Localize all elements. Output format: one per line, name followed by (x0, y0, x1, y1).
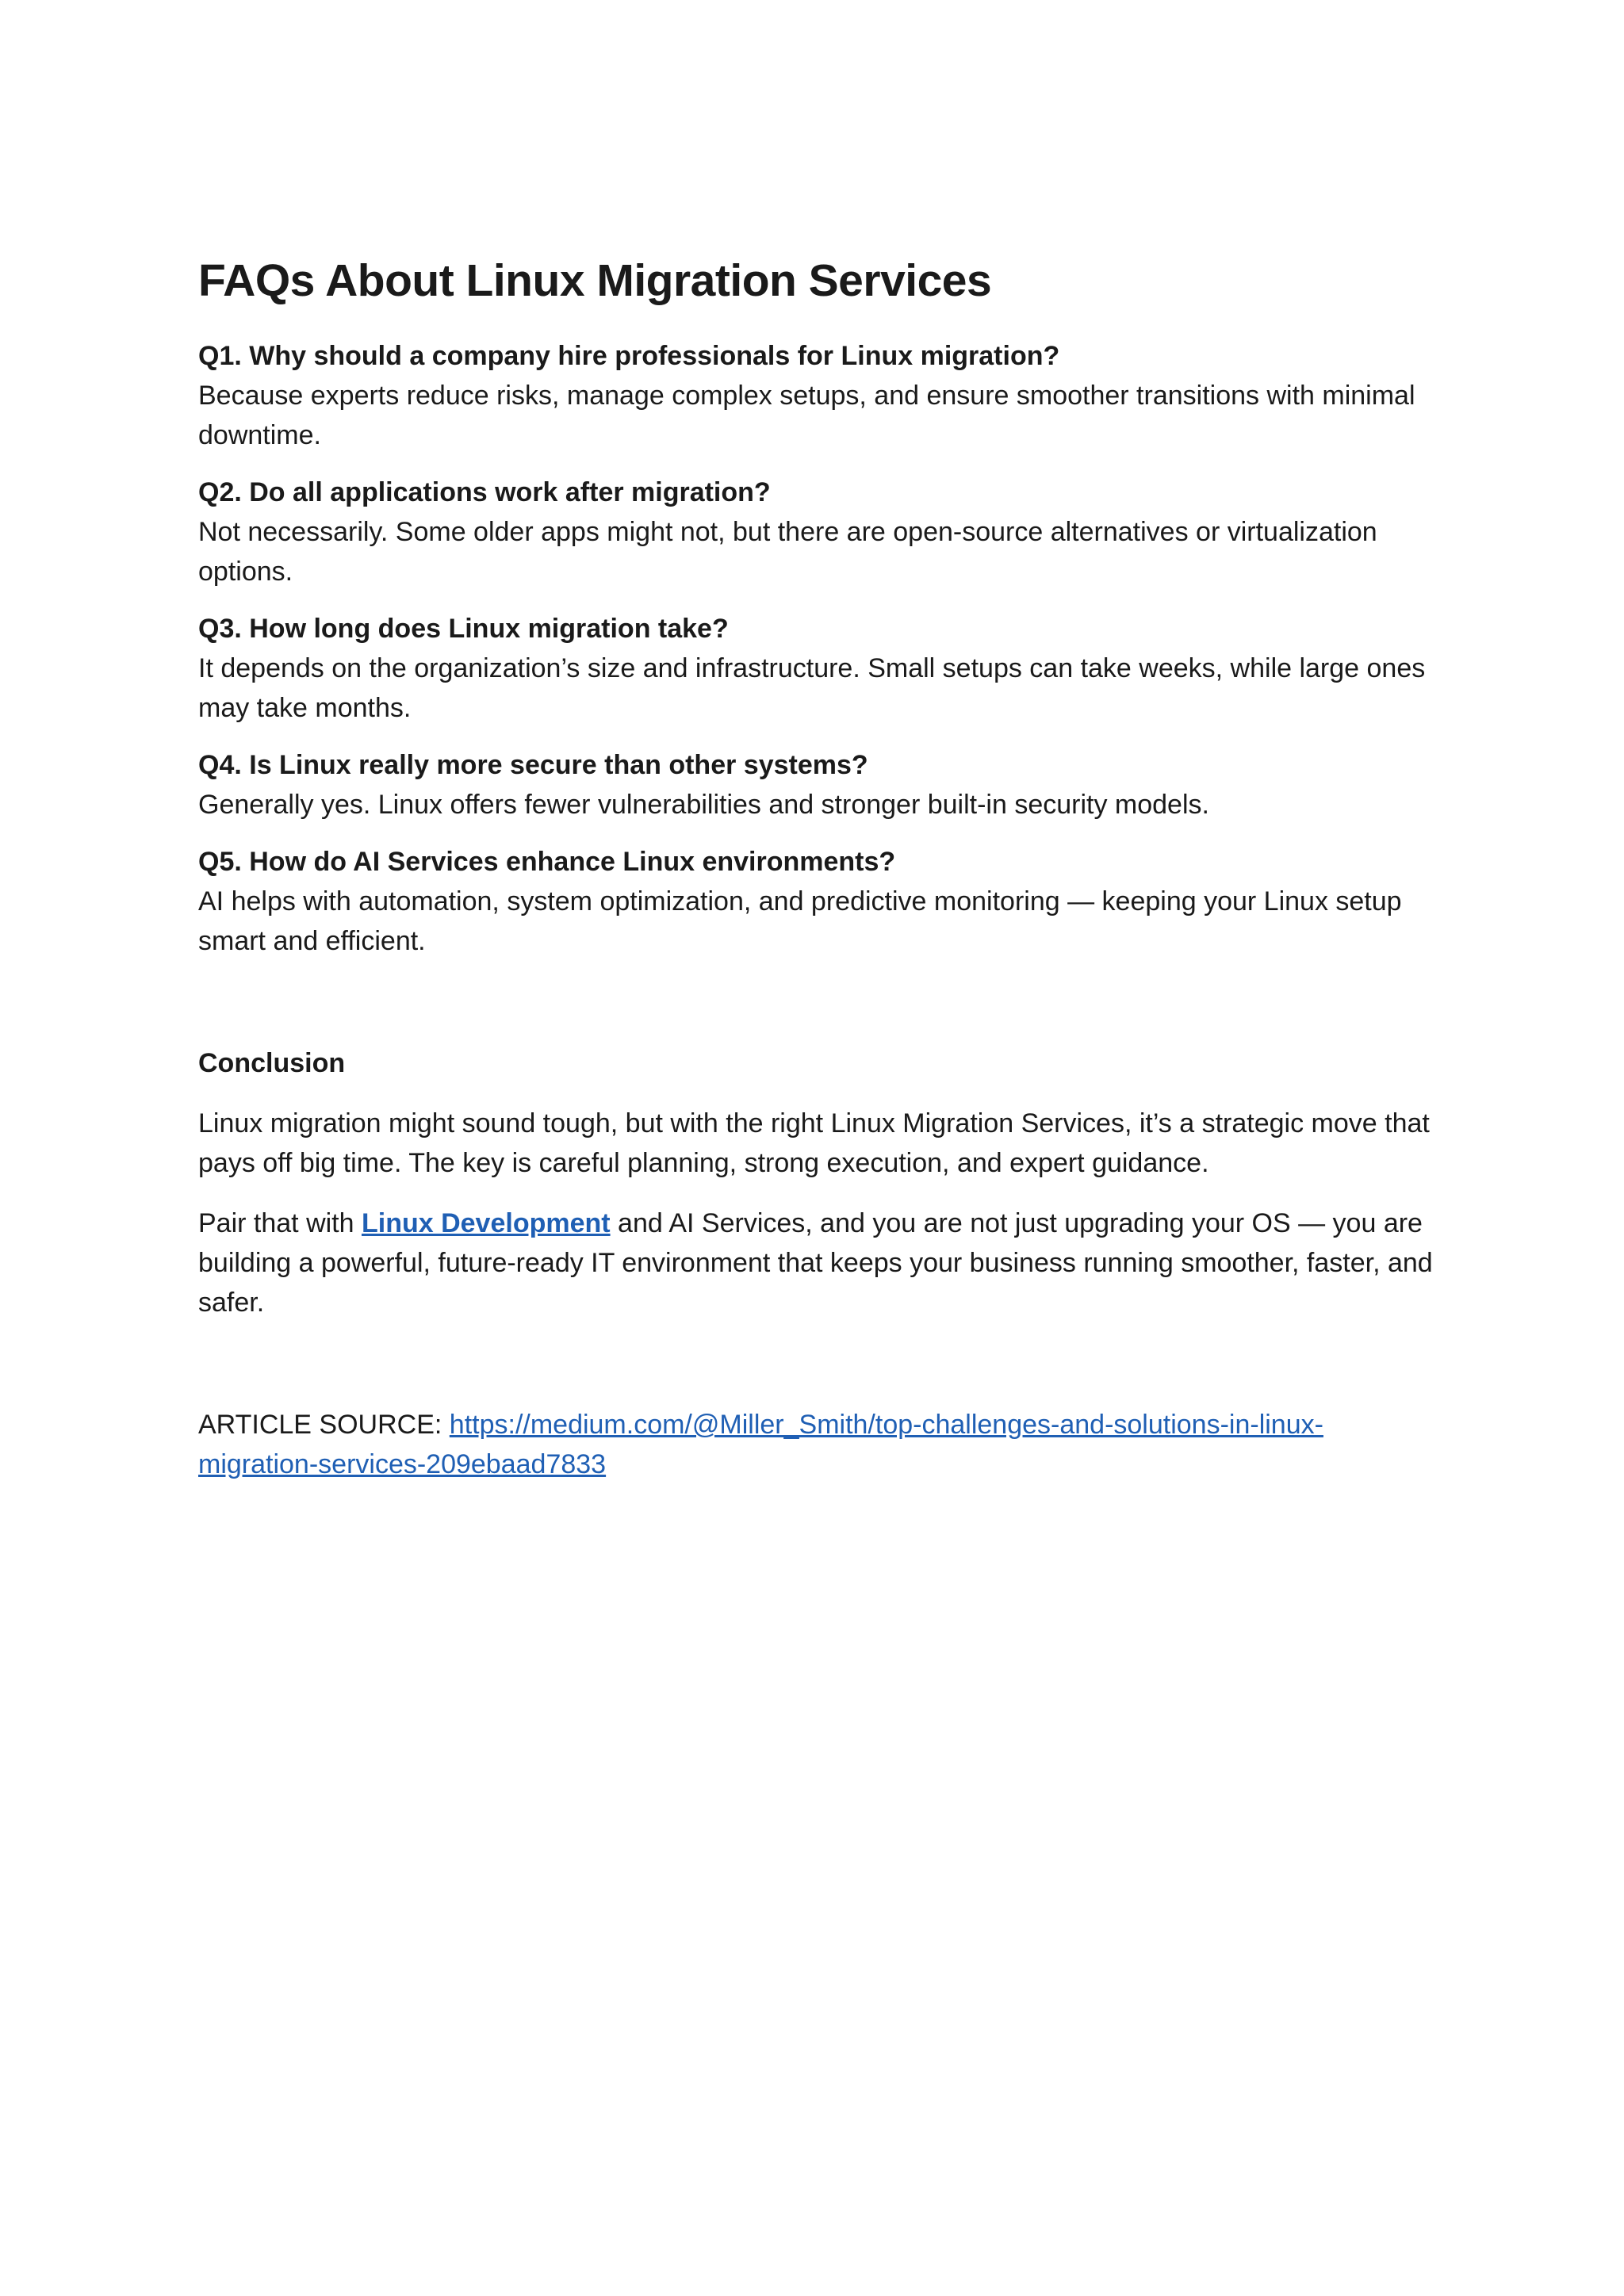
conclusion-paragraph-2 (198, 1203, 1435, 1322)
faq-item-5 (198, 842, 1435, 961)
faq-item-3 (198, 609, 1435, 728)
paragraph-text: and AI Services, and you are not just upgrading your OS — you are building a powerful, future-ready IT environment that keeps your business running smoother, faster, and safer. (198, 1208, 1433, 1318)
conclusion-paragraph-1: Linux migration might sound tough, but with the right Linux Migration Services, it’s a strategic move that pays off big time. The key is careful planning, strong execution, and expert guidance. (198, 1108, 1430, 1179)
faq-item-2 (198, 473, 1435, 591)
linux-development-link[interactable]: Linux Development (361, 1208, 611, 1239)
article-source-link[interactable]: https://medium.com/@Miller_Smith/top-challenges-and-solutions-in-linux-migration-services-209ebaad7833 (198, 1410, 1323, 1480)
faq-question: Q4. Is Linux really more secure than other systems? (198, 750, 868, 781)
faq-answer: Because experts reduce risks, manage complex setups, and ensure smoother transitions with minimal downtime. (198, 381, 1415, 451)
faq-answer: It depends on the organization’s size and infrastructure. Small setups can take weeks, while large ones may take months. (198, 653, 1426, 724)
faq-answer: Generally yes. Linux offers fewer vulnerabilities and stronger built-in security models. (198, 790, 1209, 821)
faq-item-4 (198, 745, 1435, 825)
faq-question: Q3. How long does Linux migration take? (198, 614, 729, 645)
article-source (198, 1405, 1435, 1484)
faq-question: Q2. Do all applications work after migration? (198, 477, 771, 508)
article-source-label: ARTICLE SOURCE: (198, 1410, 450, 1441)
conclusion-heading: Conclusion (198, 1048, 346, 1079)
faq-question: Q5. How do AI Services enhance Linux environments? (198, 847, 896, 878)
faq-item-1 (198, 336, 1435, 455)
faq-answer: AI helps with automation, system optimization, and predictive monitoring — keeping your Linux setup smart and efficient. (198, 886, 1402, 957)
page-title: FAQs About Linux Migration Services (198, 255, 992, 306)
faq-question: Q1. Why should a company hire professionals for Linux migration? (198, 341, 1060, 372)
paragraph-text: Pair that with (198, 1208, 362, 1239)
faq-answer: Not necessarily. Some older apps might not, but there are open-source alternatives or virtualization options. (198, 517, 1377, 587)
document-content (198, 254, 1435, 1484)
